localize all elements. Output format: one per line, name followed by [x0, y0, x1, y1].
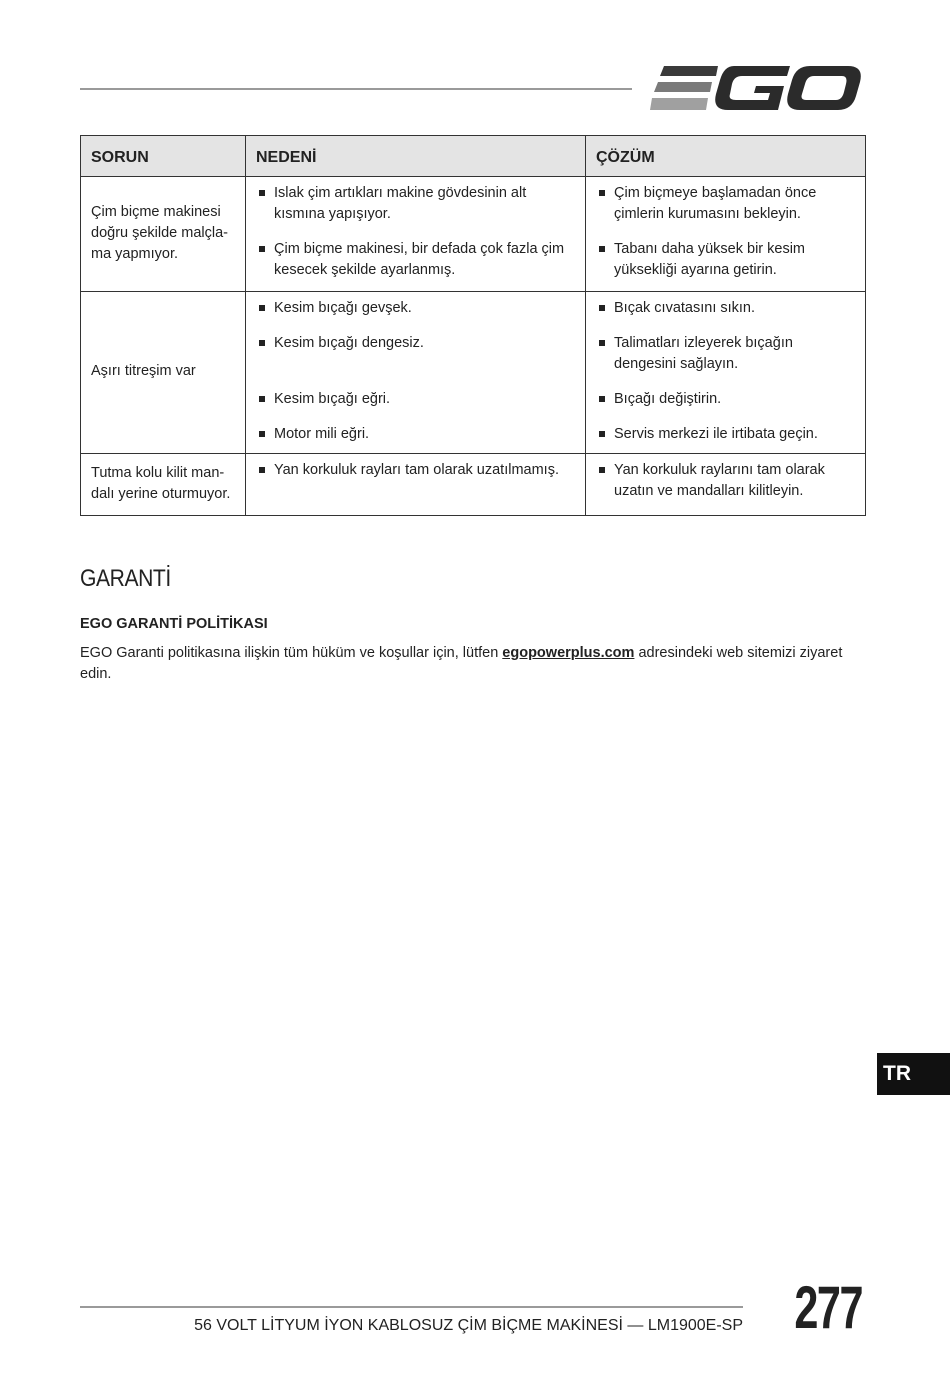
- warranty-title: GARANTİ: [80, 565, 171, 592]
- list-item: Çim biçme makinesi, bir defada çok fazla çim kesecek şekilde ayarlanmış.: [256, 239, 575, 281]
- policy-text-before: EGO Garanti politikasına ilişkin tüm hüküm ve koşullar için, lütfen: [80, 645, 503, 661]
- list-item: Islak çim artıkları makine gövdesinin alt kısmına yapışıyor.: [256, 183, 575, 225]
- solution-cell: [586, 177, 866, 292]
- list-item: Kesim bıçağı dengesiz.: [256, 333, 575, 354]
- cause-cell: [246, 454, 586, 516]
- problem-cell: Tutma kolu kilit man-dalı yerine oturmuyor.: [81, 454, 246, 516]
- list-item: Servis merkezi ile irtibata geçin.: [596, 424, 855, 445]
- footer-rule: [80, 1306, 743, 1308]
- ego-logo: [650, 62, 862, 114]
- table-row: [81, 177, 866, 292]
- column-header-cause: NEDENİ: [246, 136, 586, 177]
- troubleshooting-table: [80, 135, 866, 516]
- solution-cell: [586, 292, 866, 454]
- footer-product-title: 56 VOLT LİTYUM İYON KABLOSUZ ÇİM BİÇME MAKİNESİ — LM1900E-SP: [194, 1317, 743, 1334]
- list-item: Tabanı daha yüksek bir kesim yüksekliği ayarına getirin.: [596, 239, 855, 281]
- list-item: Motor mili eğri.: [256, 424, 575, 445]
- list-item: Çim biçmeye başlamadan önce çimlerin kurumasını bekleyin.: [596, 183, 855, 225]
- list-item: Bıçak cıvatasını sıkın.: [596, 298, 855, 319]
- table-row: [81, 292, 866, 454]
- table-row: [81, 454, 866, 516]
- list-item: Talimatları izleyerek bıçağın dengesini sağlayın.: [596, 333, 855, 375]
- list-item: Kesim bıçağı eğri.: [256, 389, 575, 410]
- warranty-policy-text: [80, 643, 870, 685]
- solution-cell: [586, 454, 866, 516]
- column-header-solution: ÇÖZÜM: [586, 136, 866, 177]
- cause-cell: [246, 292, 586, 454]
- problem-cell: Aşırı titreşim var: [81, 292, 246, 454]
- list-item: Yan korkuluk raylarını tam olarak uzatın ve mandalları kilitleyin.: [596, 460, 855, 502]
- problem-cell: Çim biçme makinesi doğru şekilde malçla-ma yapmıyor.: [81, 177, 246, 292]
- list-item: Yan korkuluk rayları tam olarak uzatılmamış.: [256, 460, 575, 481]
- column-header-problem: SORUN: [81, 136, 246, 177]
- policy-text-after: adresindeki web sitemizi ziyaret edin.: [80, 645, 843, 682]
- cause-cell: [246, 177, 586, 292]
- page-number: 277: [794, 1274, 862, 1341]
- table-header-row: [81, 136, 866, 177]
- website-link[interactable]: egopowerplus.com: [502, 645, 635, 661]
- header-rule: [80, 88, 632, 90]
- language-tab: TR: [877, 1053, 950, 1095]
- warranty-policy-subtitle: EGO GARANTİ POLİTİKASI: [80, 616, 268, 632]
- list-item: Kesim bıçağı gevşek.: [256, 298, 575, 319]
- list-item: Bıçağı değiştirin.: [596, 389, 855, 410]
